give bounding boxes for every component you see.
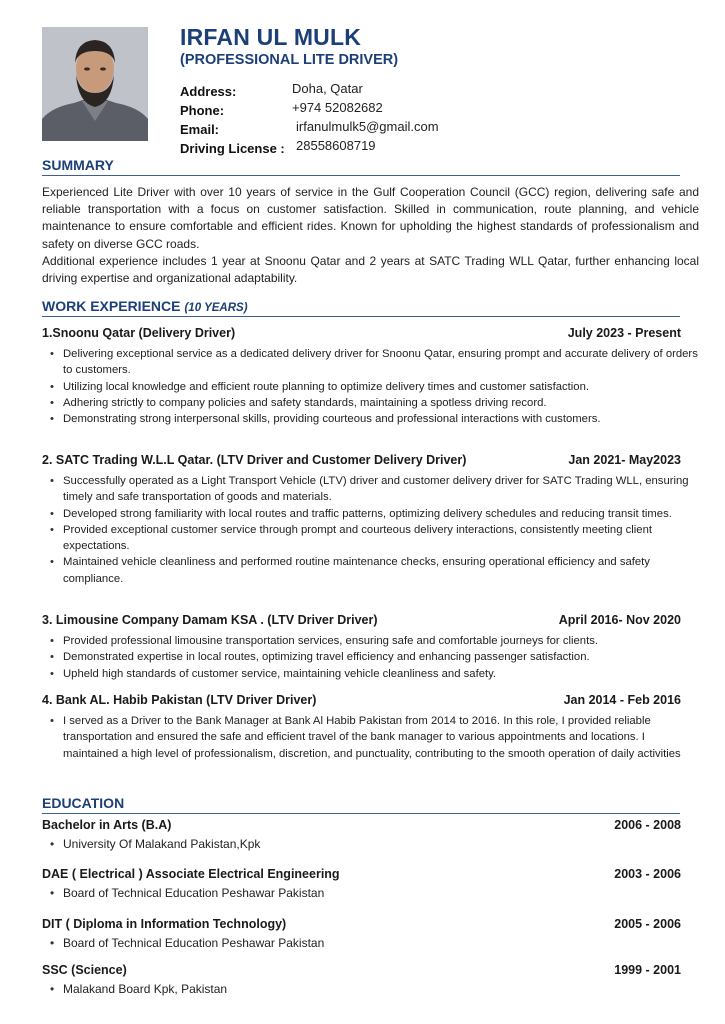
list-item: • Successfully operated as a Light Transport Vehicle (LTV) driver and customer delivery driver for SATC Trading WLL, ensuring timely and safe transportation of goods and materials. [63, 473, 698, 506]
list-item: • Maintained vehicle cleanliness and performed routine maintenance checks, ensuring operational efficiency and safety compliance. [63, 554, 698, 587]
education-dates: 2006 - 2008 [614, 818, 681, 832]
list-item: • Provided exceptional customer service through prompt and courteous delivery interactions, consistently meeting client expectations. [63, 522, 698, 555]
education-entry [42, 818, 681, 852]
list-item: • Adhering strictly to company policies and safety standards, maintaining a spotless driving record. [63, 395, 698, 411]
degree-name: SSC (Science) [42, 963, 127, 977]
phone-value: +974 52082682 [292, 100, 383, 115]
institution-name: • Board of Technical Education Peshawar Pakistan [63, 885, 681, 901]
job-bullets [42, 713, 698, 762]
work-experience-heading [42, 298, 680, 317]
list-item: • I served as a Driver to the Bank Manager at Bank Al Habib Pakistan from 2014 to 2016. In this role, I provided reliable transportation and ensured the safe and efficient travel of the bank manager to various appointments and locations. I maintained a high level of professionalism, discretion, and punctuality, contributing to the smooth operation of daily activities [63, 713, 698, 762]
institution-name: • University Of Malakand Pakistan,Kpk [63, 836, 681, 852]
list-item: • Upheld high standards of customer service, maintaining vehicle cleanliness and safety. [63, 666, 698, 682]
contact-label: Email: [180, 122, 220, 137]
contact-label: Driving License : [180, 141, 285, 156]
list-item: • Delivering exceptional service as a dedicated delivery driver for Snoonu Qatar, ensuring prompt and accurate delivery of orders to customers. [63, 346, 698, 379]
job-entry [42, 693, 698, 762]
job-dates: Jan 2014 - Feb 2016 [563, 693, 681, 707]
job-entry [42, 453, 698, 587]
job-dates: Jan 2021- May2023 [568, 453, 681, 467]
job-bullets [42, 346, 698, 427]
candidate-name: IRFAN UL MULK [180, 24, 362, 50]
summary-body [42, 184, 699, 287]
summary-paragraph: Additional experience includes 1 year at Snoonu Qatar and 2 years at SATC Trading WLL Qatar, further enhancing local driving expertise and organizational adaptability. [42, 253, 699, 286]
work-experience-heading-text: WORK EXPERIENCE [42, 298, 181, 314]
education-dates: 1999 - 2001 [614, 963, 681, 977]
education-dates: 2003 - 2006 [614, 867, 681, 881]
profile-photo [42, 27, 148, 141]
list-item: • Demonstrating strong interpersonal skills, providing courteous and professional interactions with customers. [63, 411, 698, 427]
email-value: irfanulmulk5@gmail.com [296, 119, 439, 134]
list-item: • Demonstrated expertise in local routes, optimizing travel efficiency and enhancing passenger satisfaction. [63, 649, 698, 665]
summary-paragraph: Experienced Lite Driver with over 10 years of service in the Gulf Cooperation Council (GCC) region, delivering safe and reliable transportation with a focus on customer satisfaction. Skilled in communication, route planning, and vehicle maintenance to ensure comfortable and efficient rides. Known for upholding the highest standards of professionalism and safety on diverse GCC roads. [42, 185, 699, 251]
education-entry [42, 963, 681, 997]
degree-name: DAE ( Electrical ) Associate Electrical Engineering [42, 867, 340, 881]
job-dates: April 2016- Nov 2020 [558, 613, 681, 627]
job-dates: July 2023 - Present [567, 326, 681, 340]
list-item: • Developed strong familiarity with local routes and traffic patterns, optimizing delivery schedules and reducing transit times. [63, 506, 698, 522]
job-bullets [42, 633, 698, 682]
education-dates: 2005 - 2006 [614, 917, 681, 931]
degree-name: Bachelor in Arts (B.A) [42, 818, 172, 832]
education-heading [42, 795, 680, 814]
experience-years: (10 YEARS) [184, 302, 248, 314]
job-bullets [42, 473, 698, 587]
job-title: 3. Limousine Company Damam KSA . (LTV Driver Driver) [42, 613, 378, 627]
candidate-title: (PROFESSIONAL LITE DRIVER) [180, 52, 399, 68]
institution-name: • Board of Technical Education Peshawar Pakistan [63, 935, 681, 951]
summary-heading [42, 157, 680, 176]
contact-label: Address: [180, 84, 237, 99]
education-entry [42, 867, 681, 901]
education-heading-text: EDUCATION [42, 795, 125, 811]
license-value: 28558608719 [296, 138, 376, 153]
education-entry [42, 917, 681, 951]
contact-label: Phone: [180, 103, 225, 118]
job-title: 2. SATC Trading W.L.L Qatar. (LTV Driver and Customer Delivery Driver) [42, 453, 467, 467]
job-entry [42, 326, 698, 427]
institution-name: • Malakand Board Kpk, Pakistan [63, 981, 681, 997]
address-value: Doha, Qatar [292, 81, 363, 96]
list-item: • Utilizing local knowledge and efficient route planning to optimize delivery times and customer satisfaction. [63, 379, 698, 395]
degree-name: DIT ( Diploma in Information Technology) [42, 917, 287, 931]
job-entry [42, 613, 698, 682]
summary-heading-text: SUMMARY [42, 157, 114, 173]
list-item: • Provided professional limousine transportation services, ensuring safe and comfortable journeys for clients. [63, 633, 698, 649]
job-title: 4. Bank AL. Habib Pakistan (LTV Driver Driver) [42, 693, 317, 707]
job-title: 1.Snoonu Qatar (Delivery Driver) [42, 326, 236, 340]
